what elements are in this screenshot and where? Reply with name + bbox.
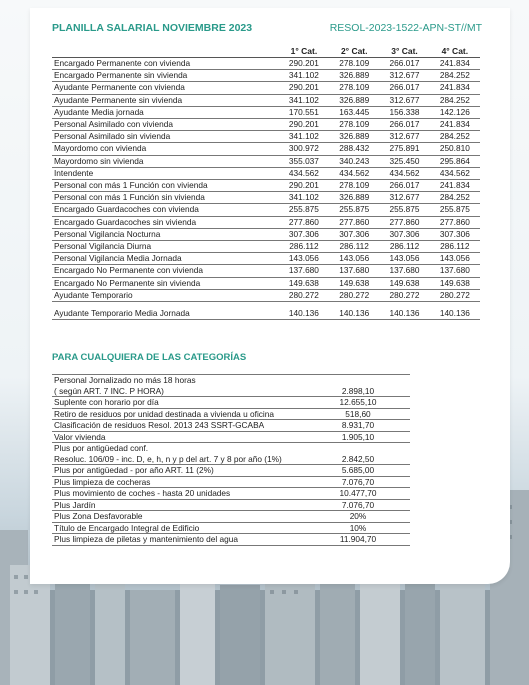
cell-cat-1: 341.102 bbox=[279, 94, 329, 106]
cell-cat-1: 307.306 bbox=[279, 228, 329, 240]
item-label bbox=[52, 511, 306, 523]
cell-cat-4: 295.864 bbox=[430, 155, 480, 167]
header bbox=[52, 22, 482, 38]
salary-table-header-row bbox=[52, 44, 480, 58]
cell-cat-3: 266.017 bbox=[379, 119, 429, 131]
list-item bbox=[52, 522, 410, 534]
cell-cat-3: 280.272 bbox=[379, 289, 429, 301]
row-label: Personal Vigilancia Diurna bbox=[52, 241, 279, 253]
item-label bbox=[52, 408, 306, 420]
item-value: 2.842,50 bbox=[306, 443, 410, 465]
row-label: Encargado No Permanente con vivienda bbox=[52, 265, 279, 277]
item-label bbox=[52, 420, 306, 432]
cell-cat-1: 434.562 bbox=[279, 167, 329, 179]
item-label bbox=[52, 397, 306, 409]
item-value: 7.076,70 bbox=[306, 476, 410, 488]
list-item bbox=[52, 511, 410, 523]
cell-cat-3: 137.680 bbox=[379, 265, 429, 277]
cell-cat-1: 341.102 bbox=[279, 192, 329, 204]
cell-cat-2: 140.136 bbox=[329, 308, 379, 320]
table-row bbox=[52, 192, 480, 204]
cell-cat-2: 326.889 bbox=[329, 192, 379, 204]
cell-cat-3: 312.677 bbox=[379, 70, 429, 82]
cell-cat-3: 156.338 bbox=[379, 106, 429, 118]
cell-cat-3: 255.875 bbox=[379, 204, 429, 216]
row-label: Encargado Guardacoches sin vivienda bbox=[52, 216, 279, 228]
cell-cat-3: 325.450 bbox=[379, 155, 429, 167]
item-value: 20% bbox=[306, 511, 410, 523]
row-label: Personal Asimilado con vivienda bbox=[52, 119, 279, 131]
cell-cat-1: 170.551 bbox=[279, 106, 329, 118]
list-item bbox=[52, 397, 410, 409]
cell-cat-4: 307.306 bbox=[430, 228, 480, 240]
item-label bbox=[52, 522, 306, 534]
cell-cat-2: 434.562 bbox=[329, 167, 379, 179]
cell-cat-1: 280.272 bbox=[279, 289, 329, 301]
cell-cat-1: 286.112 bbox=[279, 241, 329, 253]
table-row bbox=[52, 241, 480, 253]
cell-cat-2: 143.056 bbox=[329, 253, 379, 265]
cell-cat-1: 290.201 bbox=[279, 119, 329, 131]
cell-cat-2: 326.889 bbox=[329, 131, 379, 143]
cell-cat-4: 140.136 bbox=[430, 308, 480, 320]
cell-cat-1: 300.972 bbox=[279, 143, 329, 155]
item-value: 1.905,10 bbox=[306, 431, 410, 443]
additional-items-table bbox=[52, 374, 410, 546]
cell-cat-4: 149.638 bbox=[430, 277, 480, 289]
table-row bbox=[52, 143, 480, 155]
row-label: Encargado Permanente sin vivienda bbox=[52, 70, 279, 82]
item-label bbox=[52, 534, 306, 546]
column-header-cat-1: 1° Cat. bbox=[279, 44, 329, 58]
row-label: Ayudante Temporario Media Jornada bbox=[52, 308, 279, 320]
cell-cat-1: 341.102 bbox=[279, 131, 329, 143]
table-row bbox=[52, 155, 480, 167]
item-label-line: Plus Jardín bbox=[54, 499, 96, 510]
item-label-line: Plus Zona Desfavorable bbox=[54, 511, 143, 521]
cell-cat-1: 355.037 bbox=[279, 155, 329, 167]
cell-cat-4: 241.834 bbox=[430, 82, 480, 94]
list-item bbox=[52, 420, 410, 432]
item-label-line: Valor vivienda bbox=[54, 431, 106, 442]
item-value: 7.076,70 bbox=[306, 499, 410, 511]
cell-cat-3: 286.112 bbox=[379, 241, 429, 253]
cell-cat-3: 266.017 bbox=[379, 58, 429, 70]
column-header-cat-3: 3° Cat. bbox=[379, 44, 429, 58]
cell-cat-3: 312.677 bbox=[379, 131, 429, 143]
table-row bbox=[52, 265, 480, 277]
item-label bbox=[52, 431, 306, 443]
row-label: Intendente bbox=[52, 167, 279, 179]
table-row bbox=[52, 277, 480, 289]
table-row bbox=[52, 94, 480, 106]
item-value: 8.931,70 bbox=[306, 420, 410, 432]
row-label: Mayordomo sin vivienda bbox=[52, 155, 279, 167]
cell-cat-4: 241.834 bbox=[430, 180, 480, 192]
list-item bbox=[52, 443, 410, 465]
cell-cat-4: 284.252 bbox=[430, 70, 480, 82]
cell-cat-3: 266.017 bbox=[379, 180, 429, 192]
row-label: Personal Asimilado sin vivienda bbox=[52, 131, 279, 143]
cell-cat-1: 140.136 bbox=[279, 308, 329, 320]
cell-cat-4: 277.860 bbox=[430, 216, 480, 228]
table-row bbox=[52, 58, 480, 70]
cell-cat-3: 143.056 bbox=[379, 253, 429, 265]
cell-cat-4: 250.810 bbox=[430, 143, 480, 155]
row-label: Ayudante Permanente sin vivienda bbox=[52, 94, 279, 106]
item-label-line: Plus movimiento de coches - hasta 20 unidades bbox=[54, 488, 231, 498]
cell-cat-2: 278.109 bbox=[329, 180, 379, 192]
cell-cat-3: 434.562 bbox=[379, 167, 429, 179]
section-title: PARA CUALQUIERA DE LAS CATEGORÍAS bbox=[52, 352, 247, 363]
cell-cat-3: 149.638 bbox=[379, 277, 429, 289]
cell-cat-4: 434.562 bbox=[430, 167, 480, 179]
resolution-reference: RESOL-2023-1522-APN-ST//MT bbox=[329, 22, 482, 34]
table-row bbox=[52, 106, 480, 118]
row-label: Personal con más 1 Función con vivienda bbox=[52, 180, 279, 192]
item-label-line: Retiro de residuos por unidad destinada a vivienda u oficina bbox=[54, 408, 275, 419]
cell-cat-2: 278.109 bbox=[329, 58, 379, 70]
table-row bbox=[52, 289, 480, 301]
list-item bbox=[52, 408, 410, 420]
list-item bbox=[52, 499, 410, 511]
row-label: Ayudante Permanente con vivienda bbox=[52, 82, 279, 94]
item-value: 518,60 bbox=[306, 408, 410, 420]
cell-cat-2: 286.112 bbox=[329, 241, 379, 253]
item-label-line: Suplente con horario por día bbox=[54, 397, 159, 407]
cell-cat-1: 341.102 bbox=[279, 70, 329, 82]
list-item bbox=[52, 488, 410, 500]
cell-cat-2: 277.860 bbox=[329, 216, 379, 228]
item-label-line: Plus por antigüedad conf. bbox=[54, 443, 149, 453]
list-item bbox=[52, 431, 410, 443]
cell-cat-2: 280.272 bbox=[329, 289, 379, 301]
cell-cat-3: 312.677 bbox=[379, 192, 429, 204]
list-item bbox=[52, 476, 410, 488]
cell-cat-4: 280.272 bbox=[430, 289, 480, 301]
item-label bbox=[52, 465, 306, 477]
column-header-cat-4: 4° Cat. bbox=[430, 44, 480, 58]
row-label: Encargado No Permanente sin vivienda bbox=[52, 277, 279, 289]
table-row bbox=[52, 180, 480, 192]
cell-cat-1: 290.201 bbox=[279, 82, 329, 94]
item-label-line: Resoluc. 106/09 - inc. D, e, h, n y p del art. 7 y 8 por año (1%) bbox=[54, 453, 282, 464]
page-title: PLANILLA SALARIAL NOVIEMBRE 2023 bbox=[52, 22, 253, 34]
item-value: 11.904,70 bbox=[306, 534, 410, 546]
item-value: 12.655,10 bbox=[306, 397, 410, 409]
item-label-line: Clasificación de residuos Resol. 2013 243 SSRT-GCABA bbox=[54, 420, 265, 430]
cell-cat-4: 284.252 bbox=[430, 94, 480, 106]
cell-cat-3: 140.136 bbox=[379, 308, 429, 320]
cell-cat-1: 143.056 bbox=[279, 253, 329, 265]
table-row bbox=[52, 216, 480, 228]
cell-cat-1: 137.680 bbox=[279, 265, 329, 277]
item-value: 5.685,00 bbox=[306, 465, 410, 477]
list-item bbox=[52, 534, 410, 546]
cell-cat-3: 266.017 bbox=[379, 82, 429, 94]
cell-cat-2: 307.306 bbox=[329, 228, 379, 240]
row-label: Encargado Permanente con vivienda bbox=[52, 58, 279, 70]
table-row bbox=[52, 167, 480, 179]
cell-cat-3: 277.860 bbox=[379, 216, 429, 228]
row-label: Mayordomo con vivienda bbox=[52, 143, 279, 155]
table-row bbox=[52, 119, 480, 131]
item-label bbox=[52, 476, 306, 488]
item-value: 10% bbox=[306, 522, 410, 534]
item-value: 10.477,70 bbox=[306, 488, 410, 500]
item-label-line: Plus limpieza de piletas y mantenimiento del agua bbox=[54, 534, 239, 544]
salary-table bbox=[52, 44, 480, 320]
cell-cat-2: 137.680 bbox=[329, 265, 379, 277]
cell-cat-3: 312.677 bbox=[379, 94, 429, 106]
item-label-line: Personal Jornalizado no más 18 horas bbox=[54, 375, 196, 385]
list-item bbox=[52, 375, 410, 397]
cell-cat-2: 288.432 bbox=[329, 143, 379, 155]
cell-cat-1: 255.875 bbox=[279, 204, 329, 216]
item-label bbox=[52, 499, 306, 511]
item-label-line: Plus limpieza de cocheras bbox=[54, 476, 151, 487]
item-value: 2.898,10 bbox=[306, 375, 410, 397]
cell-cat-4: 241.834 bbox=[430, 119, 480, 131]
column-header-cat-2: 2° Cat. bbox=[329, 44, 379, 58]
table-row bbox=[52, 82, 480, 94]
cell-cat-3: 275.891 bbox=[379, 143, 429, 155]
table-row bbox=[52, 204, 480, 216]
cell-cat-2: 326.889 bbox=[329, 94, 379, 106]
blank-header-cell bbox=[52, 44, 279, 58]
row-label: Encargado Guardacoches con vivienda bbox=[52, 204, 279, 216]
cell-cat-1: 290.201 bbox=[279, 180, 329, 192]
row-label: Ayudante Media jornada bbox=[52, 106, 279, 118]
table-row bbox=[52, 228, 480, 240]
item-label-line: Título de Encargado Integral de Edificio bbox=[54, 522, 200, 533]
cell-cat-2: 340.243 bbox=[329, 155, 379, 167]
row-label: Ayudante Temporario bbox=[52, 289, 279, 301]
item-label-line: Plus por antigüedad - por año ART. 11 (2%) bbox=[54, 465, 214, 475]
cell-cat-4: 241.834 bbox=[430, 58, 480, 70]
cell-cat-1: 149.638 bbox=[279, 277, 329, 289]
cell-cat-2: 163.445 bbox=[329, 106, 379, 118]
item-label bbox=[52, 375, 306, 397]
cell-cat-4: 255.875 bbox=[430, 204, 480, 216]
table-row bbox=[52, 308, 480, 320]
cell-cat-4: 284.252 bbox=[430, 131, 480, 143]
cell-cat-4: 142.126 bbox=[430, 106, 480, 118]
cell-cat-4: 137.680 bbox=[430, 265, 480, 277]
table-row bbox=[52, 131, 480, 143]
cell-cat-1: 290.201 bbox=[279, 58, 329, 70]
row-label: Personal con más 1 Función sin vivienda bbox=[52, 192, 279, 204]
row-label: Personal Vigilancia Media Jornada bbox=[52, 253, 279, 265]
row-label: Personal Vigilancia Nocturna bbox=[52, 228, 279, 240]
cell-cat-2: 149.638 bbox=[329, 277, 379, 289]
cell-cat-3: 307.306 bbox=[379, 228, 429, 240]
cell-cat-2: 278.109 bbox=[329, 119, 379, 131]
item-label bbox=[52, 443, 306, 465]
cell-cat-1: 277.860 bbox=[279, 216, 329, 228]
cell-cat-2: 255.875 bbox=[329, 204, 379, 216]
item-label-line: ( según ART. 7 INC. P HORA) bbox=[54, 385, 164, 396]
cell-cat-4: 284.252 bbox=[430, 192, 480, 204]
table-row bbox=[52, 70, 480, 82]
table-row bbox=[52, 253, 480, 265]
list-item bbox=[52, 465, 410, 477]
cell-cat-2: 278.109 bbox=[329, 82, 379, 94]
cell-cat-2: 326.889 bbox=[329, 70, 379, 82]
cell-cat-4: 286.112 bbox=[430, 241, 480, 253]
item-label bbox=[52, 488, 306, 500]
cell-cat-4: 143.056 bbox=[430, 253, 480, 265]
